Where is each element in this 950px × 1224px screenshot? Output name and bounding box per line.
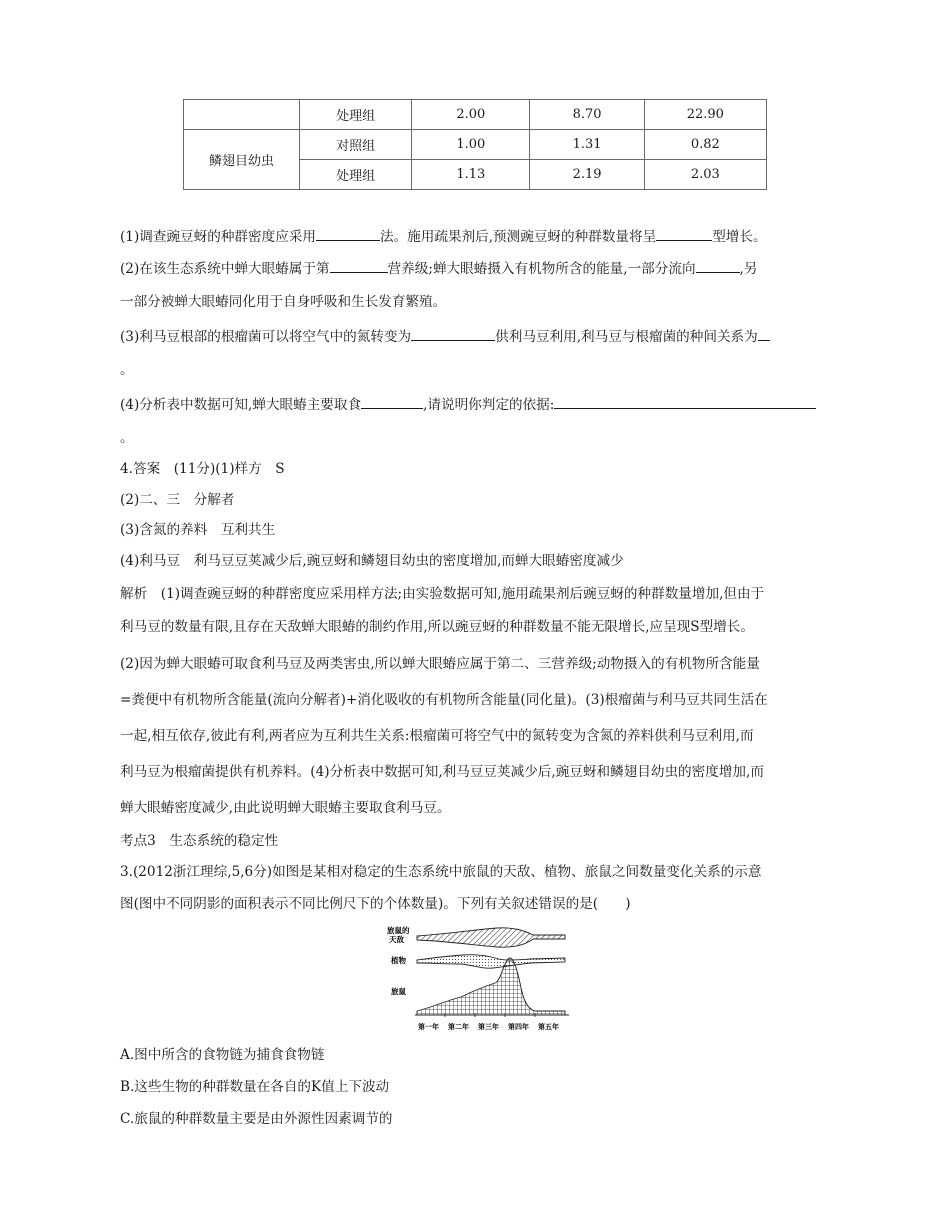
analysis-line: 解析 (1)调查豌豆蚜的种群密度应采用样方法;由实验数据可知,施用疏果剂后豌豆蚜的种群数量增加,但由于 — [120, 586, 765, 602]
table-cell: 0.82 — [644, 130, 766, 160]
question-4-continued: 。 — [120, 430, 134, 446]
answer-blank[interactable] — [758, 326, 770, 341]
analysis-line: =粪便中有机物所含能量(流向分解者)+消化吸收的有机物所含能量(同化量)。(3)根瘤菌与利马豆共同生活在 — [120, 692, 768, 708]
answer-blank[interactable] — [656, 226, 712, 241]
question-text: (4)分析表中数据可知,蝉大眼蝽主要取食 — [120, 397, 362, 413]
population-diagram — [385, 925, 575, 1037]
question-text: (1)调查豌豆蚜的种群密度应采用 — [120, 229, 316, 245]
question-text: (2)在该生态系统中蝉大眼蝽属于第 — [120, 261, 330, 277]
analysis-line: (2)因为蝉大眼蝽可取食利马豆及两类害虫,所以蝉大眼蝽应属于第二、三营养级;动物摄入的有机物所含能量 — [120, 656, 760, 672]
year-label: 第五年 — [538, 1022, 559, 1031]
question-4 — [120, 394, 816, 415]
question-text: 供利马豆利用,利马豆与根瘤菌的种间关系为 — [495, 329, 758, 345]
answer-blank[interactable] — [554, 394, 816, 409]
table-cell: 处理组 — [300, 100, 412, 130]
option-c[interactable]: C.旅鼠的种群数量主要是由外源性因素调节的 — [120, 1111, 393, 1127]
question-text: (3)利马豆根部的根瘤菌可以将空气中的氮转变为 — [120, 329, 412, 345]
answer-4: (4)利马豆 利马豆豆荚减少后,豌豆蚜和鳞翅目幼虫的密度增加,而蝉大眼蝽密度减少 — [120, 553, 624, 569]
answer-blank[interactable] — [330, 258, 388, 273]
predator-label: 旅鼠的 — [387, 926, 410, 935]
question-text: 型增长。 — [712, 229, 767, 245]
table-cell: 2.03 — [644, 160, 766, 190]
question-text: ,请说明你判定的依据: — [423, 397, 555, 413]
answer-header: 4.答案 (11分)(1)样方 S — [120, 461, 285, 477]
section-heading: 考点3 生态系统的稳定性 — [120, 833, 279, 849]
predator-label: 天敌 — [389, 935, 404, 944]
table-row — [184, 130, 767, 160]
question-2 — [120, 258, 757, 279]
data-table — [183, 99, 767, 190]
answer-blank[interactable] — [696, 258, 740, 273]
plant-band — [417, 955, 565, 969]
table-cell: 22.90 — [644, 100, 766, 130]
table-cell: 2.00 — [412, 100, 530, 130]
analysis-line: 一起,相互依存,彼此有利,两者应为互利共生关系:根瘤菌可将空气中的氮转变为含氮的养料供利马豆利用,而 — [120, 728, 754, 744]
table-cell: 1.00 — [412, 130, 530, 160]
question-text: 营养级;蝉大眼蝽摄入有机物所含的能量,一部分流向 — [387, 261, 696, 277]
population-figure — [385, 925, 575, 1037]
table-cell: 8.70 — [530, 100, 644, 130]
question-3-main: 图(图中不同阴影的面积表示不同比例尺下的个体数量)。下列有关叙述错误的是( ) — [120, 896, 631, 912]
question-3-main: 3.(2012浙江理综,5,6分)如图是某相对稳定的生态系统中旅鼠的天敌、植物、旅鼠之间数量变化关系的示意 — [120, 864, 762, 880]
year-label: 第四年 — [508, 1022, 529, 1031]
plant-label: 植物 — [391, 956, 406, 965]
table-cell — [184, 100, 300, 130]
lemming-label: 旅鼠 — [391, 987, 406, 996]
year-label: 第三年 — [478, 1022, 499, 1031]
question-text: 法。施用疏果剂后,预测豌豆蚜的种群数量将呈 — [379, 229, 657, 245]
option-a[interactable]: A.图中所含的食物链为捕食食物链 — [120, 1047, 325, 1063]
question-text: ,另 — [739, 261, 758, 277]
question-1 — [120, 226, 767, 247]
analysis-line: 利马豆的数量有限,且存在天敌蝉大眼蝽的制约作用,所以豌豆蚜的种群数量不能无限增长,应呈现S型增长。 — [120, 619, 754, 635]
predator-band — [417, 928, 565, 947]
analysis-line: 蝉大眼蝽密度减少,由此说明蝉大眼蝽主要取食利马豆。 — [120, 800, 451, 816]
analysis-line: 利马豆为根瘤菌提供有机养料。(4)分析表中数据可知,利马豆豆荚减少后,豌豆蚜和鳞翅目幼虫的密度增加,而 — [120, 764, 764, 780]
question-2-continued: 一部分被蝉大眼蝽同化用于自身呼吸和生长发育繁殖。 — [120, 294, 447, 310]
answer-3: (3)含氮的养料 互利共生 — [120, 522, 276, 538]
question-3-continued: 。 — [120, 362, 134, 378]
table-cell: 鳞翅目幼虫 — [184, 130, 300, 190]
table-row — [184, 100, 767, 130]
year-label: 第一年 — [418, 1022, 439, 1031]
answer-blank[interactable] — [361, 394, 423, 409]
question-3 — [120, 326, 770, 347]
table-cell: 1.13 — [412, 160, 530, 190]
year-label: 第二年 — [448, 1022, 469, 1031]
answer-2: (2)二、三 分解者 — [120, 492, 235, 508]
table-cell: 对照组 — [300, 130, 412, 160]
table-cell: 1.31 — [530, 130, 644, 160]
answer-blank[interactable] — [411, 326, 495, 341]
answer-blank[interactable] — [316, 226, 380, 241]
table-cell: 处理组 — [300, 160, 412, 190]
option-b[interactable]: B.这些生物的种群数量在各自的K值上下波动 — [120, 1079, 390, 1095]
table-cell: 2.19 — [530, 160, 644, 190]
